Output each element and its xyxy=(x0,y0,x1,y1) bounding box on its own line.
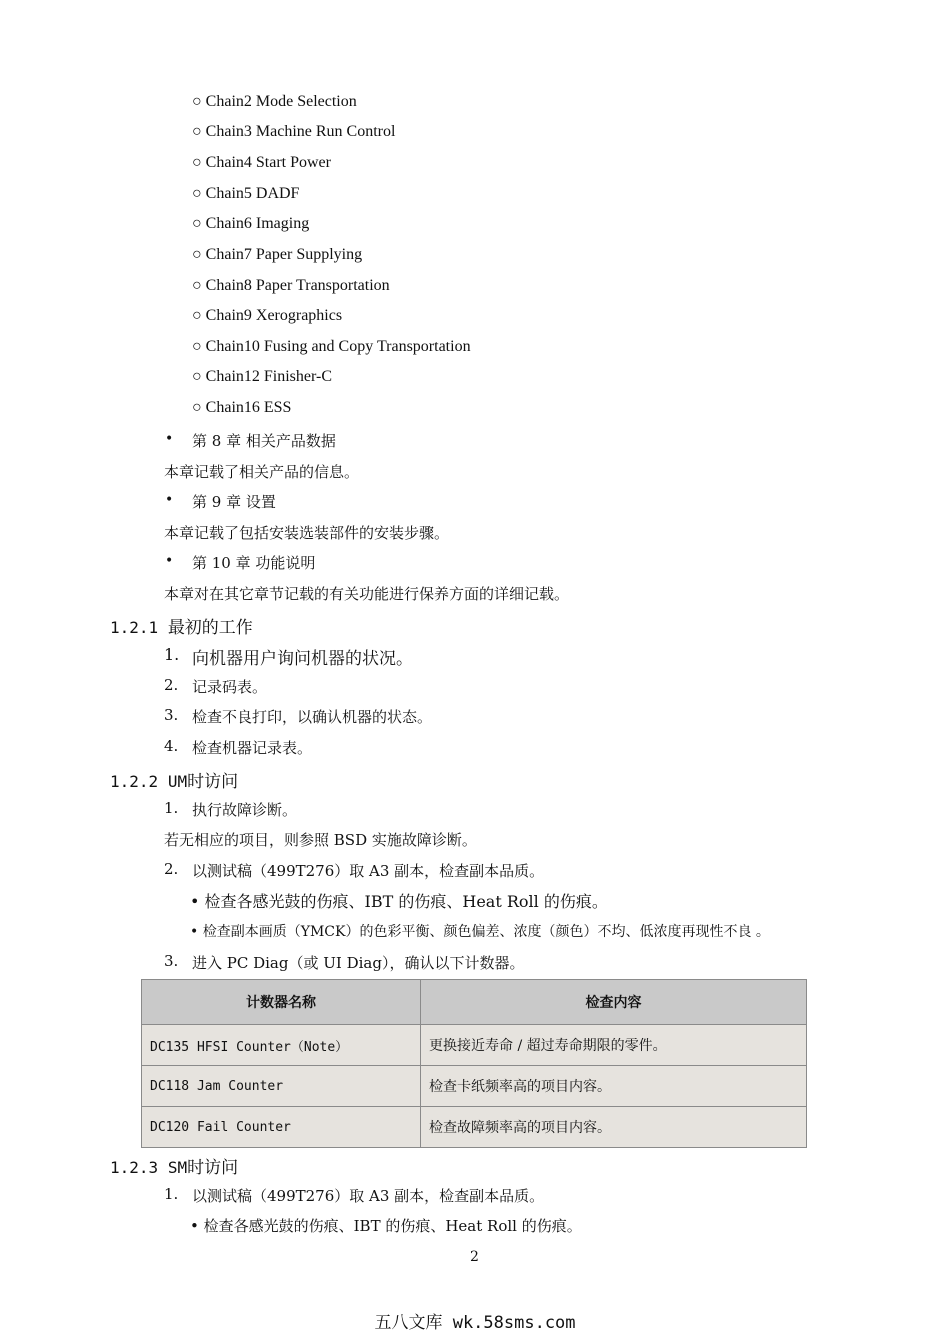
bullet-icon: • xyxy=(165,492,174,508)
table-cell: 检查故障频率高的项目内容。 xyxy=(421,1107,807,1148)
chapter-title: 第 8 章 相关产品数据 xyxy=(192,432,336,450)
chain-item: ○ Chain12 Finisher-C xyxy=(192,368,333,385)
chapter-title: 第 10 章 功能说明 xyxy=(192,554,316,572)
counter-table xyxy=(141,979,807,1148)
chain-item: ○ Chain10 Fusing and Copy Transportation xyxy=(192,338,471,355)
list-number: 2. xyxy=(164,860,179,878)
section-heading-123 xyxy=(110,1153,238,1178)
section-number: 1.2.2 xyxy=(110,772,159,791)
page-number: 2 xyxy=(470,1249,479,1265)
chain-item: ○ Chain6 Imaging xyxy=(192,215,310,232)
table-header-row xyxy=(142,980,807,1025)
chapter-title: 第 9 章 设置 xyxy=(192,493,276,511)
table-cell: 检查卡纸频率高的项目内容。 xyxy=(421,1066,807,1107)
section-number: 1.2.3 xyxy=(110,1158,159,1177)
chain-item: ○ Chain8 Paper Transportation xyxy=(192,277,390,294)
table-row xyxy=(142,1025,807,1066)
chapter-description: 本章记载了相关产品的信息。 xyxy=(164,463,360,481)
chain-item: ○ Chain5 DADF xyxy=(192,185,300,202)
chain-item: ○ Chain9 Xerographics xyxy=(192,307,343,324)
sub-bullet: • 检查副本画质（YMCK）的色彩平衡、颜色偏差、浓度（颜色）不均、低浓度再现性不良 。 xyxy=(190,924,770,940)
table-cell: DC120 Fail Counter xyxy=(142,1107,421,1148)
sub-bullet: • 检查各感光鼓的伤痕、IBT 的伤痕、Heat Roll 的伤痕。 xyxy=(190,1217,582,1235)
table-row xyxy=(142,1066,807,1107)
chapter-description: 本章对在其它章节记载的有关功能进行保养方面的详细记载。 xyxy=(164,585,570,603)
section-heading-122 xyxy=(110,767,238,792)
table-cell: DC118 Jam Counter xyxy=(142,1066,421,1107)
chain-item: ○ Chain7 Paper Supplying xyxy=(192,246,363,263)
section-title: 最初的工作 xyxy=(167,618,253,638)
bullet-icon: • xyxy=(165,553,174,569)
list-number: 3. xyxy=(164,706,179,724)
table-header: 检查内容 xyxy=(421,980,807,1025)
list-number: 2. xyxy=(164,676,179,694)
section-title: 时访问 xyxy=(187,772,239,792)
list-item: 以测试稿（499T276）取 A3 副本，检查副本品质。 xyxy=(192,862,545,880)
chain-item: ○ Chain2 Mode Selection xyxy=(192,93,357,110)
table-row xyxy=(142,1107,807,1148)
chain-item: ○ Chain3 Machine Run Control xyxy=(192,123,396,140)
section-number: 1.2.1 xyxy=(110,618,159,637)
list-item: 向机器用户询问机器的状况。 xyxy=(192,649,413,669)
list-number: 3. xyxy=(164,952,179,970)
chapter-description: 本章记载了包括安装选装部件的安装步骤。 xyxy=(164,524,450,542)
list-item: 记录码表。 xyxy=(192,678,268,696)
list-number: 1. xyxy=(164,799,179,817)
sub-bullet: • 检查各感光鼓的伤痕、IBT 的伤痕、Heat Roll 的伤痕。 xyxy=(190,892,608,911)
list-item: 检查机器记录表。 xyxy=(192,739,313,757)
table-header: 计数器名称 xyxy=(142,980,421,1025)
bullet-icon: • xyxy=(165,431,174,447)
list-item: 执行故障诊断。 xyxy=(192,801,298,819)
table-cell: DC135 HFSI Counter（Note） xyxy=(142,1025,421,1066)
section-title-prefix: SM xyxy=(167,1158,188,1177)
chain-item: ○ Chain16 ESS xyxy=(192,399,292,416)
list-item: 进入 PC Diag（或 UI Diag），确认以下计数器。 xyxy=(192,954,525,972)
table-cell: 更换接近寿命 / 超过寿命期限的零件。 xyxy=(421,1025,807,1066)
list-item: 检查不良打印，以确认机器的状态。 xyxy=(192,708,433,726)
note-text: 若无相应的项目，则参照 BSD 实施故障诊断。 xyxy=(164,831,477,849)
list-number: 4. xyxy=(164,737,179,755)
section-title: 时访问 xyxy=(187,1158,239,1178)
list-number: 1. xyxy=(164,645,180,664)
list-number: 1. xyxy=(164,1185,179,1203)
chain-item: ○ Chain4 Start Power xyxy=(192,154,331,171)
footer-watermark: 五八文库 wk.58sms.com xyxy=(374,1313,576,1333)
section-title-prefix: UM xyxy=(167,772,188,791)
list-item: 以测试稿（499T276）取 A3 副本，检查副本品质。 xyxy=(192,1187,545,1205)
section-heading-121 xyxy=(110,613,253,638)
